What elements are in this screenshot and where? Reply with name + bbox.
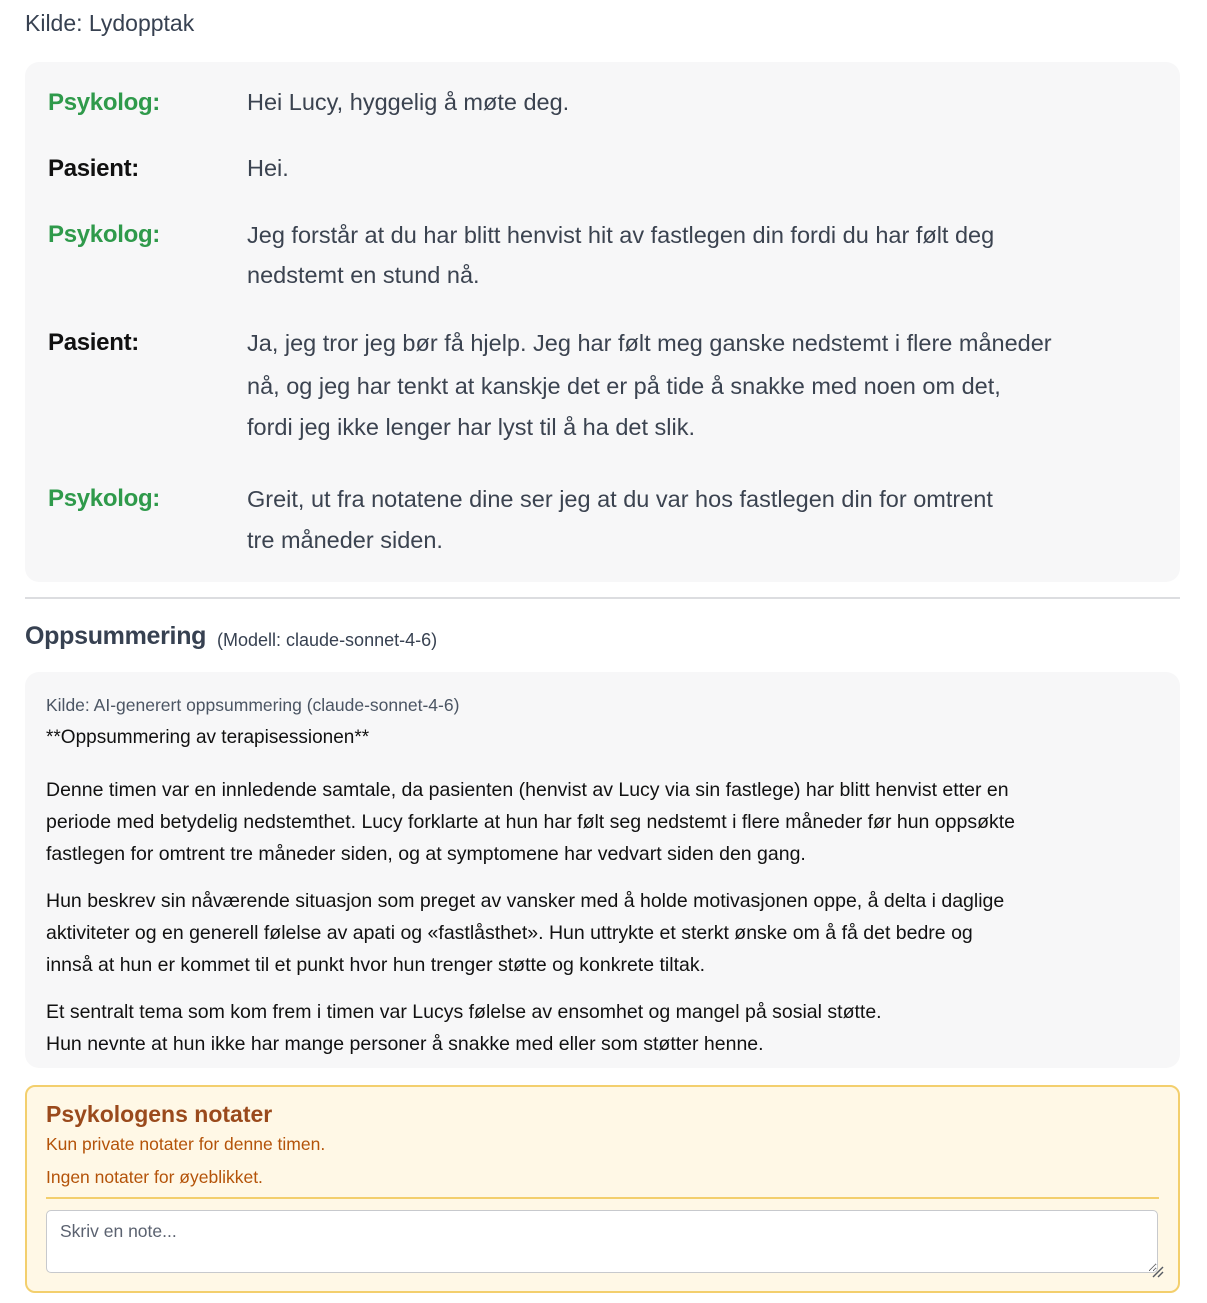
utterance-line: Greit, ut fra notatene dine ser jeg at du var hos fastlegen din for omtrent (247, 486, 993, 512)
utterance-text (247, 485, 1067, 554)
speaker-label: Psykolog: (48, 89, 160, 116)
utterance-line: nedstemt en stund nå. (247, 262, 480, 288)
utterance-line: Jeg forstår at du har blitt henvist hit av fastlegen din fordi du har følt deg (247, 222, 995, 248)
transcript-panel (25, 62, 1180, 582)
utterance-text (247, 329, 1067, 441)
speaker-label: Pasient: (48, 329, 139, 356)
summary-line: Et sentralt tema som kom frem i timen var Lucys følelse av ensomhet og mangel på sosial støtte. (46, 1001, 882, 1023)
utterance-line: Hei. (247, 155, 289, 181)
transcript-source-label: Kilde: Lydopptak (25, 10, 195, 36)
section-divider (25, 597, 1180, 599)
resize-handle-icon[interactable] (1150, 1264, 1164, 1278)
psychologist-notes-panel (25, 1085, 1180, 1293)
summary-title: **Oppsummering av terapisessionen** (46, 727, 370, 748)
utterance-line: tre måneder siden. (247, 527, 443, 553)
utterance-line: fordi jeg ikke lenger har lyst til å ha det slik. (247, 414, 696, 440)
summary-line: innså at hun er kommet til et punkt hvor hun trenger støtte og konkrete tiltak. (46, 954, 706, 976)
summary-line: aktiviteter og en generell følelse av apati og «fastlåsthet». Hun uttrykte et sterkt ønske om å få det bedre og (46, 922, 973, 944)
summary-line: periode med betydelig nedstemthet. Lucy forklarte at hun har følt seg nedstemt i flere måneder før hun oppsøkte (46, 811, 1016, 833)
summary-line: Hun beskrev sin nåværende situasjon som preget av vansker med å holde motivasjonen oppe, å delta i daglige (46, 890, 1005, 912)
notes-subtitle: Kun private notater for denne timen. (46, 1134, 326, 1154)
summary-panel (25, 672, 1180, 1068)
notes-empty-state: Ingen notater for øyeblikket. (46, 1167, 263, 1187)
utterance-text (247, 155, 1067, 182)
utterance-text (247, 89, 1067, 116)
summary-heading: Oppsummering (25, 622, 207, 650)
speaker-label: Pasient: (48, 155, 139, 182)
summary-paragraph (46, 885, 1004, 981)
summary-line: Denne timen var en innledende samtale, da pasienten (henvist av Lucy via sin fastlege) har blitt henvist etter en (46, 779, 1009, 801)
speaker-label: Psykolog: (48, 485, 160, 512)
notes-divider (46, 1197, 1159, 1199)
utterance-text (247, 221, 1067, 289)
summary-line: fastlegen for omtrent tre måneder siden, og at symptomene har vedvart siden den gang. (46, 843, 806, 865)
utterance-line: Hei Lucy, hyggelig å møte deg. (247, 89, 570, 115)
summary-model-label: (Modell: claude-sonnet-4-6) (217, 630, 438, 650)
notes-title: Psykologens notater (46, 1101, 273, 1127)
summary-source-label: Kilde: AI-generert oppsummering (claude-sonnet-4-6) (46, 695, 460, 715)
utterance-line: nå, og jeg har tenkt at kanskje det er på tide å snakke med noen om det, (247, 373, 1001, 399)
utterance-line: Ja, jeg tror jeg bør få hjelp. Jeg har følt meg ganske nedstemt i flere måneder (247, 330, 1052, 356)
summary-paragraph (46, 996, 882, 1060)
summary-paragraph (46, 774, 1015, 870)
note-input[interactable] (46, 1210, 1158, 1273)
summary-line: Hun nevnte at hun ikke har mange personer å snakke med eller som støtter henne. (46, 1033, 764, 1055)
speaker-label: Psykolog: (48, 221, 160, 248)
